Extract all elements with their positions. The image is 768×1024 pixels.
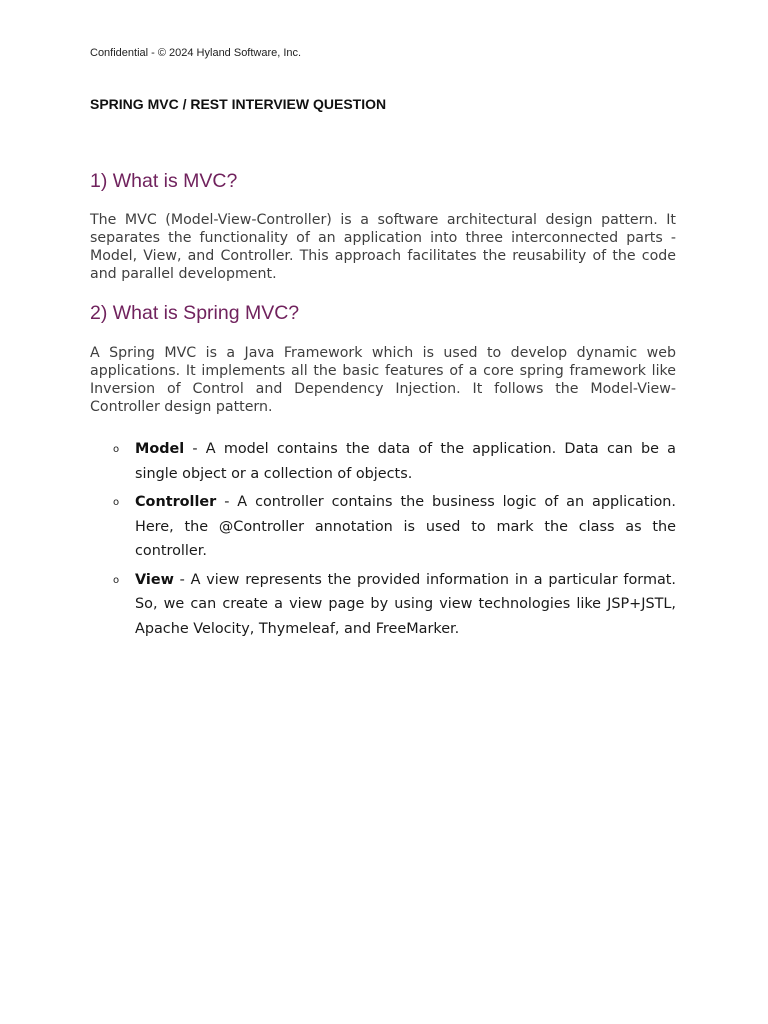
bullet-text: - A controller contains the business logic of an application. Here, the @Controller annotation is used to mark the class as the controller.: [135, 494, 676, 559]
list-item-controller: [110, 490, 676, 564]
section-heading-what-is-spring-mvc: 2) What is Spring MVC?: [90, 302, 300, 324]
bullet-term: View: [135, 571, 174, 588]
list-item-view: [110, 568, 676, 642]
bullet-marker: o: [113, 497, 120, 508]
bullet-term: Model: [135, 441, 185, 457]
bullet-text: - A model contains the data of the application. Data can be a single object or a collection of objects.: [135, 441, 676, 482]
bullet-marker: o: [113, 574, 120, 586]
bullet-text: - A view represents the provided information in a particular format. So, we can create a view page by using view technologies like JSP+JSTL, Apache Velocity, Thymeleaf, and FreeMarker.: [135, 571, 676, 637]
bullet-term: Controller: [135, 494, 217, 510]
list-item-model: [110, 437, 676, 486]
confidential-notice: Confidential - © 2024 Hyland Software, Inc.: [90, 47, 302, 59]
mvc-components-list: [110, 437, 676, 645]
section-body-what-is-mvc: The MVC (Model-View-Controller) is a software architectural design pattern. It separates the functionality of an application into three interconnected parts - Model, View, and Controller. This approach facilitates the reusability of the code and parallel development.: [90, 212, 676, 282]
bullet-marker: o: [113, 444, 120, 455]
document-title: SPRING MVC / REST INTERVIEW QUESTION: [90, 96, 387, 112]
section-heading-what-is-mvc: 1) What is MVC?: [90, 170, 238, 192]
section-body-what-is-spring-mvc: A Spring MVC is a Java Framework which is used to develop dynamic web applications. It implements all the basic features of a core spring framework like Inversion of Control and Dependency Injection. It follows the Model-View-Controller design pattern.: [90, 345, 676, 415]
